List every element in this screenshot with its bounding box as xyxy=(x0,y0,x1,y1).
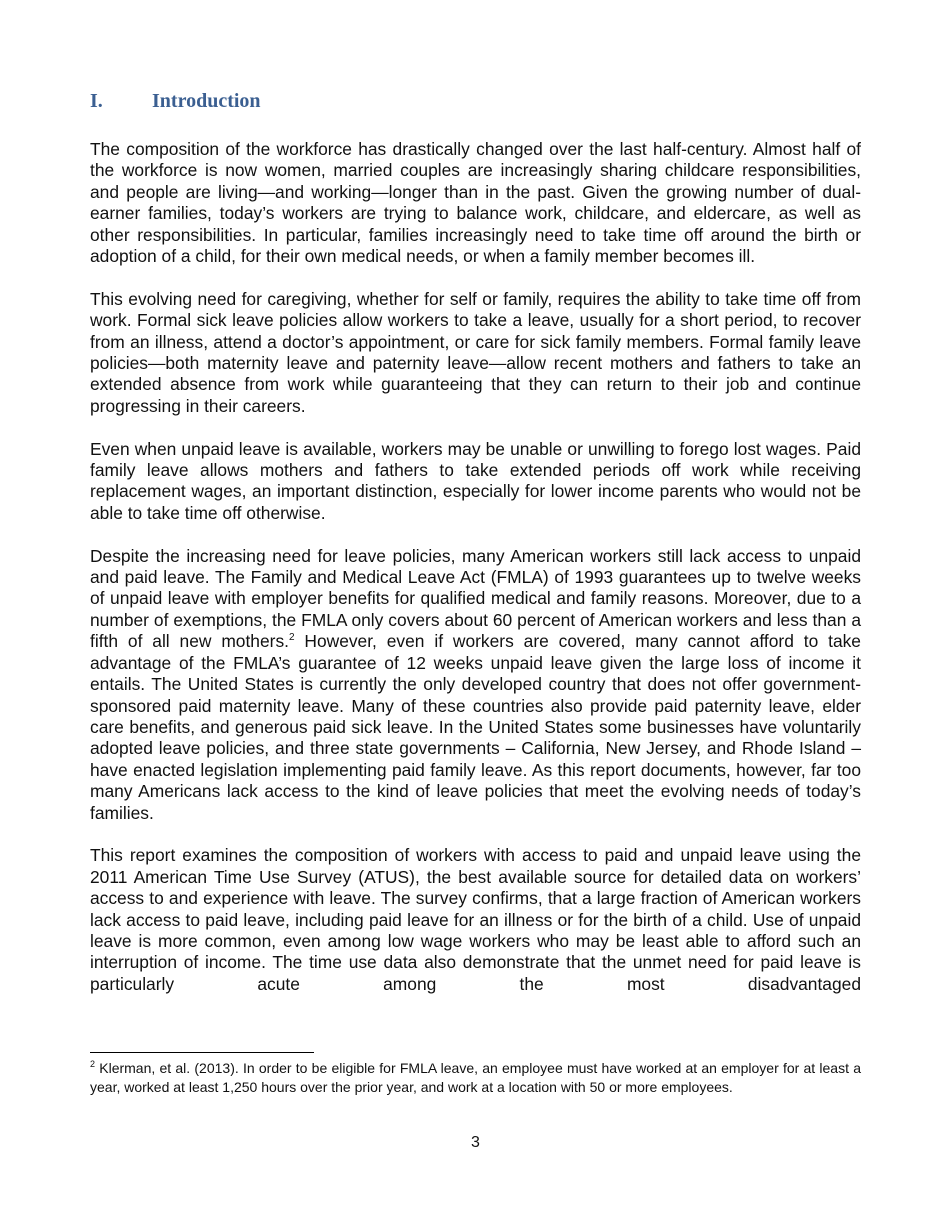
page-number: 3 xyxy=(471,1134,480,1151)
paragraph-2: This evolving need for caregiving, whether for self or family, requires the ability to take time off from work. Formal sick leave policies allow workers to take a leave, usually for a short period, to recover from an illness, attend a doctor’s appointment, or care for sick family members. Formal family leave policies—both maternity leave and paternity leave—allow recent mothers and fathers to take an extended absence from work while guaranteeing that they can return to their job and continue progressing in their careers. xyxy=(90,288,861,416)
paragraph-1: The composition of the workforce has drastically changed over the last half-century. Almost half of the workforce is now women, married couples are increasingly sharing childcare responsibilities, and people are living—and working—longer than in the past. Given the growing number of dual-earner families, today’s workers are trying to balance work, childcare, and eldercare, as well as other responsibilities. In particular, families increasingly need to take time off around the birth or adoption of a child, for their own medical needs, or when a family member becomes ill. xyxy=(90,139,861,267)
section-number: I. xyxy=(90,90,103,112)
footnote-reference: 2 xyxy=(288,632,295,644)
section-heading xyxy=(90,90,261,113)
paragraph-4 xyxy=(90,546,861,824)
footnote-text: Klerman, et al. (2013). In order to be eligible for FMLA leave, an employee must have worked at an employer for at least a year, worked at least 1,250 hours over the prior year, and work at a location with 50 or more employees. xyxy=(90,1060,861,1095)
paragraph-5: This report examines the composition of workers with access to paid and unpaid leave using the 2011 American Time Use Survey (ATUS), the best available source for detailed data on workers’ access to and experience with leave. The survey confirms, that a large fraction of American workers lack access to paid leave, including paid leave for an illness or for the birth of a child. Use of unpaid leave is more common, even among low wage workers who may be least able to afford such an interruption of income. The time use data also demonstrate that the unmet need for paid leave is particularly acute among the most disadvantaged xyxy=(90,845,861,994)
section-title: Introduction xyxy=(152,90,261,112)
footnote-marker: 2 xyxy=(90,1059,96,1069)
footnote xyxy=(90,1059,861,1096)
paragraph-4-text-start: Despite the increasing need for leave policies, many American workers still lack access to unpaid and paid leave. The Family and Medical Leave Act (FMLA) of 1993 guarantees up to twelve weeks of unpaid leave with employer benefits for qualified medical and family reasons. Moreover, due to a number of exemptions, the FMLA only covers about 60 percent of American workers and less than a fifth of all new mothers. xyxy=(90,545,861,652)
body-text xyxy=(90,139,861,995)
footnote-divider xyxy=(90,1052,314,1053)
paragraph-3: Even when unpaid leave is available, workers may be unable or unwilling to forego lost wages. Paid family leave allows mothers and fathers to take extended periods off work while receiving replacement wages, an important distinction, especially for lower income parents who would not be able to take time off otherwise. xyxy=(90,438,861,523)
paragraph-4-text-end: However, even if workers are covered, many cannot afford to take advantage of the FMLA’s guarantee of 12 weeks unpaid leave given the large loss of income it entails. The United States is currently the only developed country that does not offer government-sponsored paid maternity leave. Many of these countries also provide paid paternity leave, elder care benefits, and generous paid sick leave. In the United States some businesses have voluntarily adopted leave policies, and three state governments – California, New Jersey, and Rhode Island – have enacted legislation implementing paid family leave. As this report documents, however, far too many Americans lack access to the kind of leave policies that meet the evolving needs of today’s families. xyxy=(90,631,861,823)
